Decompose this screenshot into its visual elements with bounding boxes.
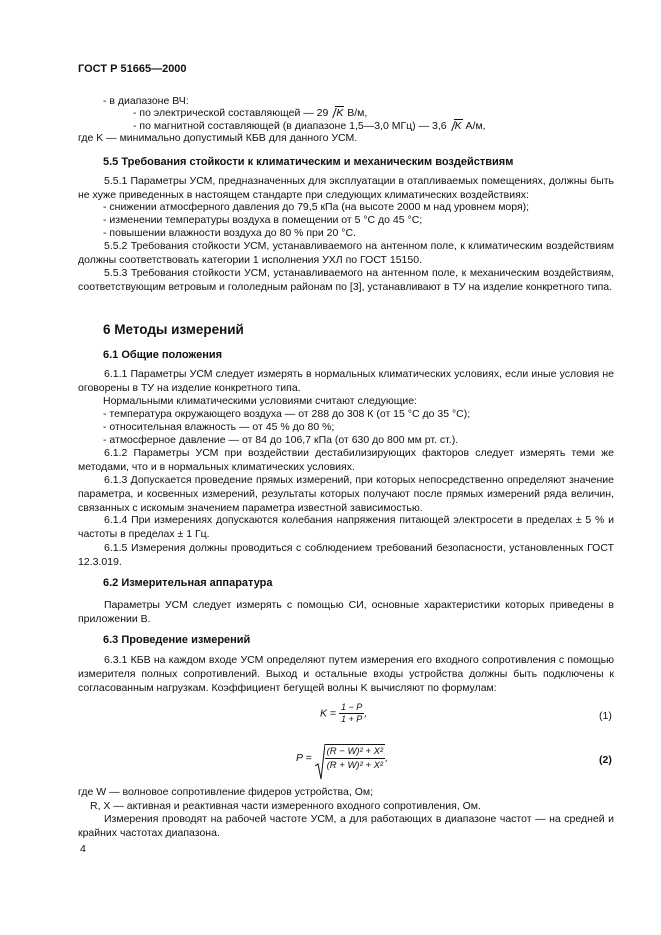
equation-1-numerator: 1 − P bbox=[340, 702, 363, 712]
section-6-title: 6 Методы измерений bbox=[103, 322, 244, 337]
rf-electric-unit: В/м, bbox=[344, 107, 368, 119]
bullet: - повышении влажности воздуха до 80 % при 20 °С. bbox=[103, 227, 356, 239]
sqrt-k bbox=[328, 106, 344, 120]
normal-conditions-intro: Нормальными климатическими условиями считают следующие: bbox=[103, 395, 417, 407]
equation-2-numerator: (R − W)² + X² bbox=[326, 746, 384, 757]
section-6-1-title: 6.1 Общие положения bbox=[103, 349, 223, 361]
section-6-3-title: 6.3 Проведение измерений bbox=[103, 634, 251, 646]
paragraph-6-3-1: 6.3.1 КБВ на каждом входе УСМ определяют путем измерения его входного сопротивления с помощью измерителя полных сопротивлений. Выход и остальные входы устройства должны быть подключены к согласованным нагрузкам. Коэффициент бегущей волны K вычисляют по формулам: bbox=[78, 654, 614, 694]
bullet: - относительная влажность — от 45 % до 80 %; bbox=[103, 421, 335, 433]
rf-line: - в диапазоне ВЧ: bbox=[103, 95, 189, 107]
radical-sign bbox=[315, 744, 325, 780]
equation-2-root bbox=[315, 744, 385, 772]
bullet: - изменении температуры воздуха в помещении от 5 °С до 45 °С; bbox=[103, 214, 423, 226]
k-symbol: K bbox=[454, 120, 462, 132]
bullet: - температура окружающего воздуха — от 288 до 308 К (от 15 °С до 35 °С); bbox=[103, 408, 471, 420]
equation-2-denominator: (R + W)² + X² bbox=[326, 760, 384, 771]
equation-2-number: (2) bbox=[599, 754, 612, 766]
paragraph-5-5-3: 5.5.3 Требования стойкости УСМ, устанавливаемого на антенном поле, к механическим воздействиям, соответствующим ветровым и гололедным районам по [3], устанавливают в ТУ на изделие конкретного типа. bbox=[78, 267, 614, 293]
equation-1-comma: , bbox=[364, 707, 368, 720]
paragraph-6-1-5: 6.1.5 Измерения должны проводиться с соблюдением требований безопасности, установленных ГОСТ 12.3.019. bbox=[78, 542, 614, 568]
where-line-1: где W — волновое сопротивление фидеров устройства, Ом; bbox=[78, 786, 373, 798]
bullet: - снижении атмосферного давления до 79,5 кПа (на высоте 2000 м над уровнем моря); bbox=[103, 201, 530, 213]
rf-magnetic-text: - по магнитной составляющей (в диапазоне 1,5—3,0 МГц) — 3,6 bbox=[133, 120, 447, 132]
equation-1-denominator: 1 + P bbox=[340, 714, 363, 724]
bullet: - атмосферное давление — от 84 до 106,7 кПа (от 630 до 800 мм рт. ст.). bbox=[103, 434, 459, 446]
equation-1-lhs: K = bbox=[320, 707, 337, 720]
equation-2-lhs: P = bbox=[296, 752, 312, 764]
paragraph-5-5-1: 5.5.1 Параметры УСМ, предназначенных для эксплуатации в отапливаемых помещениях, должны быть не хуже приведенных в настоящем стандарте при следующих климатических воздействиях: bbox=[78, 175, 614, 201]
where-line-2: R, X — активная и реактивная части измеренного входного сопротивления, Ом. bbox=[90, 800, 481, 812]
page-number: 4 bbox=[80, 843, 86, 855]
equation-1-number: (1) bbox=[599, 710, 612, 722]
section-6-2-title: 6.2 Измерительная аппаратура bbox=[103, 577, 273, 589]
sqrt-k bbox=[447, 119, 463, 133]
paragraph-5-5-2: 5.5.2 Требования стойкости УСМ, устанавливаемого на антенном поле, к климатическим воздействиям должны соответствовать категории 1 исполнения УХЛ по ГОСТ 15150. bbox=[78, 240, 614, 266]
rf-electric-line bbox=[133, 106, 367, 120]
paragraph-6-1-4: 6.1.4 При измерениях допускаются колебания напряжения питающей электросети в пределах ± 5 % и частоты в пределах ± 1 Гц. bbox=[78, 514, 614, 540]
paragraph-6-2: Параметры УСМ следует измерять с помощью СИ, основные характеристики которых приведены в приложении В. bbox=[78, 599, 614, 625]
rf-where: где K — минимально допустимый КБВ для данного УСМ. bbox=[78, 132, 358, 144]
section-5-5-title: 5.5 Требования стойкости к климатическим и механическим воздействиям bbox=[103, 156, 514, 168]
equation-2 bbox=[296, 744, 388, 772]
rf-electric-text: - по электрической составляющей — 29 bbox=[133, 107, 329, 119]
equation-2-comma: , bbox=[385, 752, 388, 764]
paragraph-6-1-2: 6.1.2 Параметры УСМ при воздействии дестабилизирующих факторов следует измерять теми же методами, что и в нормальных климатических условиях. bbox=[78, 447, 614, 473]
paragraph-last: Измерения проводят на рабочей частоте УСМ, а для работающих в диапазоне частот — на средней и крайних частотах диапазона. bbox=[78, 813, 614, 839]
equation-2-fraction bbox=[325, 744, 385, 772]
rf-magnetic-unit: А/м, bbox=[462, 120, 486, 132]
equation-1-fraction bbox=[339, 702, 364, 725]
paragraph-6-1-3: 6.1.3 Допускается проведение прямых измерений, при которых непосредственно определяют значение параметра, и косвенных измерений, результаты которых получают после прямых измерений ряда величин, связанных с искомым значением параметра известной зависимостью. bbox=[78, 474, 614, 514]
paragraph-6-1-1: 6.1.1 Параметры УСМ следует измерять в нормальных климатических условиях, если иные условия не оговорены в ТУ на изделие конкретного типа. bbox=[78, 368, 614, 394]
document-header: ГОСТ Р 51665—2000 bbox=[78, 63, 187, 75]
k-symbol: K bbox=[336, 107, 344, 119]
equation-1 bbox=[320, 702, 367, 725]
